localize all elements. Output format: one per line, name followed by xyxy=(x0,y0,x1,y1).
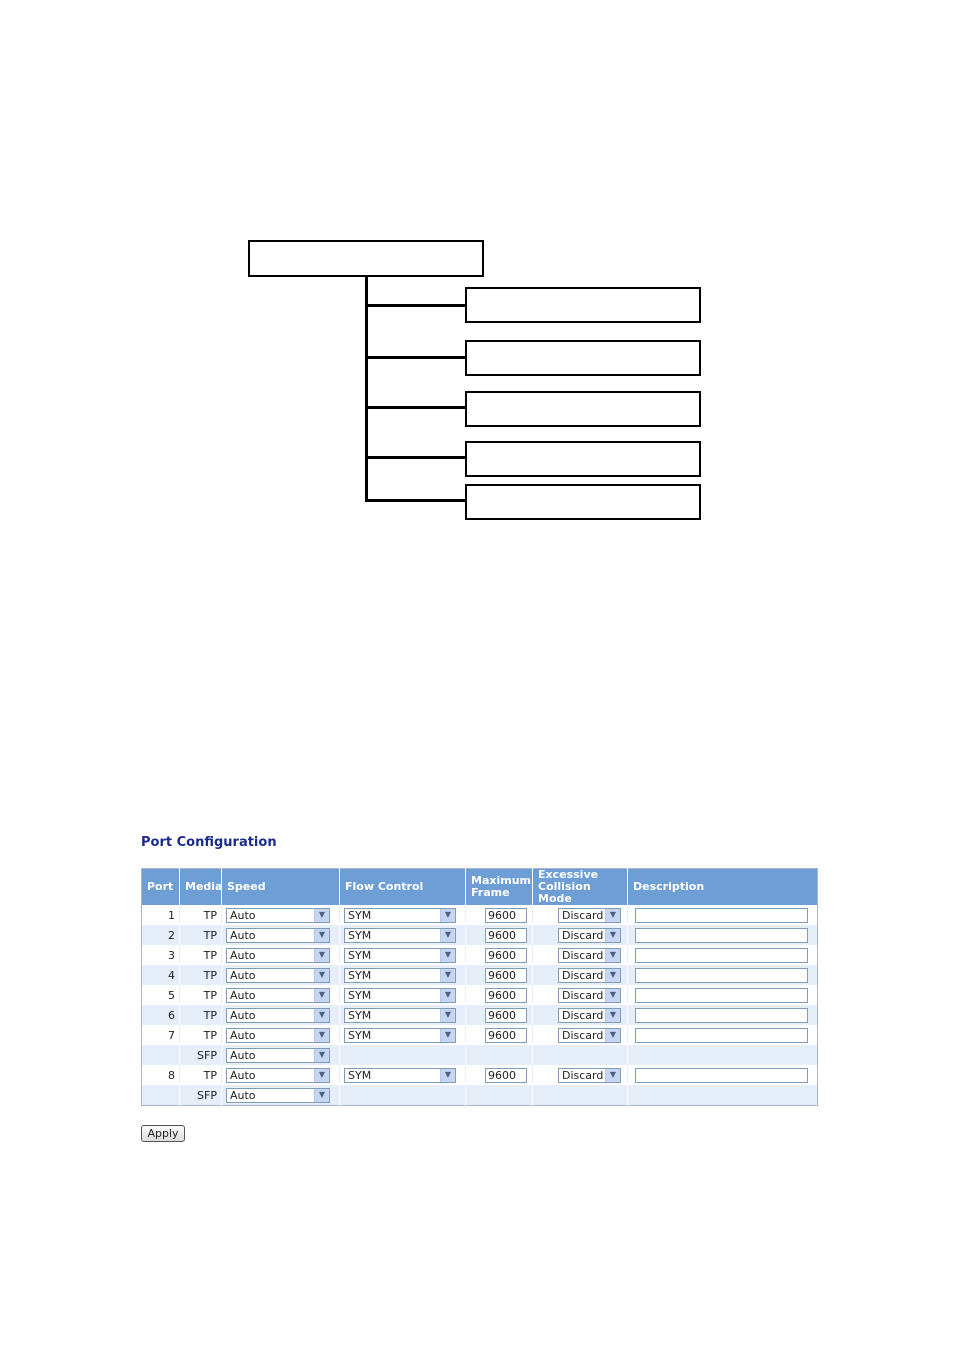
select-value: SYM xyxy=(348,908,372,922)
speed-select[interactable] xyxy=(226,1088,330,1103)
empty-cell xyxy=(533,1045,628,1065)
chevron-down-icon[interactable]: ▼ xyxy=(440,1069,455,1082)
chevron-down-icon[interactable]: ▼ xyxy=(314,969,329,982)
chevron-down-icon[interactable]: ▼ xyxy=(314,909,329,922)
select-value: Auto xyxy=(230,928,256,942)
speed-cell xyxy=(222,945,340,965)
flow-control-cell xyxy=(340,965,466,985)
excessive-collision-cell xyxy=(533,1065,628,1085)
chevron-down-icon[interactable]: ▼ xyxy=(605,929,620,942)
speed-select[interactable] xyxy=(226,988,330,1003)
description-input[interactable] xyxy=(635,1008,808,1023)
speed-cell xyxy=(222,1005,340,1025)
port-cell xyxy=(142,1085,180,1106)
flow-control-select[interactable] xyxy=(344,968,456,983)
max-frame-input[interactable]: 9600 xyxy=(485,908,527,923)
description-input[interactable] xyxy=(635,948,808,963)
select-value: Discard xyxy=(562,1008,604,1022)
table-row xyxy=(142,1045,818,1065)
chevron-down-icon[interactable]: ▼ xyxy=(605,989,620,1002)
description-cell xyxy=(628,1005,818,1025)
max-frame-input[interactable]: 9600 xyxy=(485,1008,527,1023)
select-value: Auto xyxy=(230,988,256,1002)
select-value: Discard xyxy=(562,968,604,982)
excessive-collision-select[interactable] xyxy=(558,948,621,963)
chevron-down-icon[interactable]: ▼ xyxy=(440,929,455,942)
select-value: SYM xyxy=(348,928,372,942)
select-value: Auto xyxy=(230,968,256,982)
speed-select[interactable] xyxy=(226,968,330,983)
port-cell: 7 xyxy=(142,1025,180,1045)
flow-control-select[interactable] xyxy=(344,928,456,943)
chevron-down-icon[interactable]: ▼ xyxy=(605,909,620,922)
media-cell: TP xyxy=(180,925,222,945)
chevron-down-icon[interactable]: ▼ xyxy=(440,1029,455,1042)
select-value: Auto xyxy=(230,908,256,922)
speed-cell xyxy=(222,905,340,925)
empty-cell xyxy=(628,1045,818,1065)
description-input[interactable] xyxy=(635,968,808,983)
table-body xyxy=(142,905,818,1106)
media-cell: SFP xyxy=(180,1045,222,1065)
col-header-max-frame-line1: Maximum xyxy=(471,874,531,887)
select-value: SYM xyxy=(348,1008,372,1022)
description-input[interactable] xyxy=(635,928,808,943)
port-cell: 2 xyxy=(142,925,180,945)
chevron-down-icon[interactable]: ▼ xyxy=(605,1029,620,1042)
speed-select[interactable] xyxy=(226,1068,330,1083)
excessive-collision-select[interactable] xyxy=(558,988,621,1003)
table-row xyxy=(142,965,818,985)
excessive-collision-select[interactable] xyxy=(558,928,621,943)
table-row xyxy=(142,1085,818,1106)
excessive-collision-select[interactable] xyxy=(558,1008,621,1023)
max-frame-cell xyxy=(466,905,533,925)
col-header-max-frame-line2: Frame xyxy=(471,886,510,899)
speed-select[interactable] xyxy=(226,928,330,943)
flow-control-cell xyxy=(340,1025,466,1045)
speed-cell xyxy=(222,1065,340,1085)
media-cell: SFP xyxy=(180,1085,222,1106)
col-header-max-frame xyxy=(466,869,533,906)
excessive-collision-select[interactable] xyxy=(558,1028,621,1043)
flow-control-select[interactable] xyxy=(344,948,456,963)
speed-cell xyxy=(222,1025,340,1045)
excessive-collision-cell xyxy=(533,1005,628,1025)
excessive-collision-cell xyxy=(533,945,628,965)
excessive-collision-select[interactable] xyxy=(558,908,621,923)
max-frame-input[interactable]: 9600 xyxy=(485,988,527,1003)
select-value: Discard xyxy=(562,988,604,1002)
select-value: Discard xyxy=(562,928,604,942)
flow-control-cell xyxy=(340,1005,466,1025)
flow-control-cell xyxy=(340,945,466,965)
chevron-down-icon[interactable]: ▼ xyxy=(440,909,455,922)
description-cell xyxy=(628,1065,818,1085)
description-cell xyxy=(628,905,818,925)
tree-branch-line xyxy=(366,304,467,307)
empty-cell xyxy=(340,1085,466,1106)
max-frame-cell xyxy=(466,925,533,945)
page-title: Port Configuration xyxy=(141,835,277,850)
select-value: Auto xyxy=(230,948,256,962)
select-value: Auto xyxy=(230,1048,256,1062)
description-input[interactable] xyxy=(635,1068,808,1083)
chevron-down-icon[interactable]: ▼ xyxy=(605,969,620,982)
table-row xyxy=(142,945,818,965)
description-input[interactable] xyxy=(635,908,808,923)
select-value: SYM xyxy=(348,1028,372,1042)
empty-cell xyxy=(466,1045,533,1065)
flow-control-select[interactable] xyxy=(344,1068,456,1083)
max-frame-input[interactable]: 9600 xyxy=(485,1068,527,1083)
max-frame-cell xyxy=(466,945,533,965)
flow-control-select[interactable] xyxy=(344,1028,456,1043)
chevron-down-icon[interactable]: ▼ xyxy=(314,1049,329,1062)
port-cell: 1 xyxy=(142,905,180,925)
tree-branch-line xyxy=(366,456,467,459)
empty-cell xyxy=(466,1085,533,1106)
flow-control-select[interactable] xyxy=(344,988,456,1003)
speed-cell xyxy=(222,925,340,945)
port-config-table xyxy=(141,868,818,1106)
port-cell: 4 xyxy=(142,965,180,985)
max-frame-input[interactable]: 9600 xyxy=(485,1028,527,1043)
col-header-media: Media xyxy=(180,869,222,906)
chevron-down-icon[interactable]: ▼ xyxy=(605,1069,620,1082)
table-row xyxy=(142,905,818,925)
max-frame-cell xyxy=(466,985,533,1005)
select-value: SYM xyxy=(348,988,372,1002)
excessive-collision-cell xyxy=(533,985,628,1005)
table-row xyxy=(142,1005,818,1025)
chevron-down-icon[interactable]: ▼ xyxy=(440,1009,455,1022)
excessive-collision-select[interactable] xyxy=(558,968,621,983)
flow-control-cell xyxy=(340,905,466,925)
tree-child-box xyxy=(465,484,701,520)
tree-child-box xyxy=(465,340,701,376)
tree-branch-line xyxy=(366,356,467,359)
speed-select[interactable] xyxy=(226,1008,330,1023)
max-frame-input[interactable]: 9600 xyxy=(485,948,527,963)
speed-cell xyxy=(222,965,340,985)
port-cell xyxy=(142,1045,180,1065)
chevron-down-icon[interactable]: ▼ xyxy=(314,1069,329,1082)
chevron-down-icon[interactable]: ▼ xyxy=(440,969,455,982)
select-value: SYM xyxy=(348,948,372,962)
description-cell xyxy=(628,945,818,965)
speed-cell xyxy=(222,1085,340,1106)
col-header-excessive-line1: Excessive xyxy=(538,868,599,881)
excessive-collision-select[interactable] xyxy=(558,1068,621,1083)
speed-select[interactable] xyxy=(226,1048,330,1063)
tree-branch-line xyxy=(366,406,467,409)
table-row xyxy=(142,925,818,945)
max-frame-input[interactable]: 9600 xyxy=(485,928,527,943)
description-cell xyxy=(628,965,818,985)
col-header-port: Port xyxy=(142,869,180,906)
excessive-collision-cell xyxy=(533,965,628,985)
tree-branch-line xyxy=(366,499,467,502)
tree-trunk-line xyxy=(365,276,368,502)
col-header-excessive-line2: Collision Mode xyxy=(538,880,591,905)
media-cell: TP xyxy=(180,905,222,925)
chevron-down-icon[interactable]: ▼ xyxy=(314,1029,329,1042)
tree-child-box xyxy=(465,391,701,427)
flow-control-cell xyxy=(340,985,466,1005)
description-input[interactable] xyxy=(635,988,808,1003)
excessive-collision-cell xyxy=(533,925,628,945)
table-row xyxy=(142,1065,818,1085)
empty-cell xyxy=(340,1045,466,1065)
excessive-collision-cell xyxy=(533,905,628,925)
col-header-excessive-collision xyxy=(533,869,628,906)
col-header-speed: Speed xyxy=(222,869,340,906)
speed-select[interactable] xyxy=(226,908,330,923)
description-cell xyxy=(628,925,818,945)
port-cell: 8 xyxy=(142,1065,180,1085)
select-value: Auto xyxy=(230,1028,256,1042)
select-value: Auto xyxy=(230,1008,256,1022)
port-cell: 6 xyxy=(142,1005,180,1025)
select-value: SYM xyxy=(348,968,372,982)
chevron-down-icon[interactable]: ▼ xyxy=(314,1009,329,1022)
tree-child-box xyxy=(465,441,701,477)
chevron-down-icon[interactable]: ▼ xyxy=(440,989,455,1002)
excessive-collision-cell xyxy=(533,1025,628,1045)
chevron-down-icon[interactable]: ▼ xyxy=(440,949,455,962)
flow-control-select[interactable] xyxy=(344,908,456,923)
max-frame-input[interactable]: 9600 xyxy=(485,968,527,983)
speed-select[interactable] xyxy=(226,1028,330,1043)
flow-control-cell xyxy=(340,1065,466,1085)
description-input[interactable] xyxy=(635,1028,808,1043)
col-header-flow-control: Flow Control xyxy=(340,869,466,906)
flow-control-select[interactable] xyxy=(344,1008,456,1023)
chevron-down-icon[interactable]: ▼ xyxy=(314,989,329,1002)
tree-root-box xyxy=(248,240,484,277)
select-value: Discard xyxy=(562,948,604,962)
empty-cell xyxy=(533,1085,628,1106)
max-frame-cell xyxy=(466,1065,533,1085)
select-value: Discard xyxy=(562,1068,604,1082)
description-cell xyxy=(628,1025,818,1045)
select-value: Discard xyxy=(562,1028,604,1042)
select-value: Discard xyxy=(562,908,604,922)
max-frame-cell xyxy=(466,965,533,985)
media-cell: TP xyxy=(180,1025,222,1045)
table-row xyxy=(142,1025,818,1045)
chevron-down-icon[interactable]: ▼ xyxy=(605,949,620,962)
chevron-down-icon[interactable]: ▼ xyxy=(605,1009,620,1022)
media-cell: TP xyxy=(180,1005,222,1025)
apply-button[interactable]: Apply xyxy=(141,1125,185,1142)
col-header-description: Description xyxy=(628,869,818,906)
chevron-down-icon[interactable]: ▼ xyxy=(314,929,329,942)
media-cell: TP xyxy=(180,985,222,1005)
speed-cell xyxy=(222,1045,340,1065)
empty-cell xyxy=(628,1085,818,1106)
media-cell: TP xyxy=(180,965,222,985)
max-frame-cell xyxy=(466,1025,533,1045)
port-cell: 5 xyxy=(142,985,180,1005)
speed-cell xyxy=(222,985,340,1005)
media-cell: TP xyxy=(180,945,222,965)
media-cell: TP xyxy=(180,1065,222,1085)
select-value: SYM xyxy=(348,1068,372,1082)
flow-control-cell xyxy=(340,925,466,945)
tree-child-box xyxy=(465,287,701,323)
select-value: Auto xyxy=(230,1068,256,1082)
max-frame-cell xyxy=(466,1005,533,1025)
select-value: Auto xyxy=(230,1088,256,1102)
speed-select[interactable] xyxy=(226,948,330,963)
port-cell: 3 xyxy=(142,945,180,965)
description-cell xyxy=(628,985,818,1005)
table-row xyxy=(142,985,818,1005)
chevron-down-icon[interactable]: ▼ xyxy=(314,1089,329,1102)
table-header-row xyxy=(142,869,818,906)
chevron-down-icon[interactable]: ▼ xyxy=(314,949,329,962)
